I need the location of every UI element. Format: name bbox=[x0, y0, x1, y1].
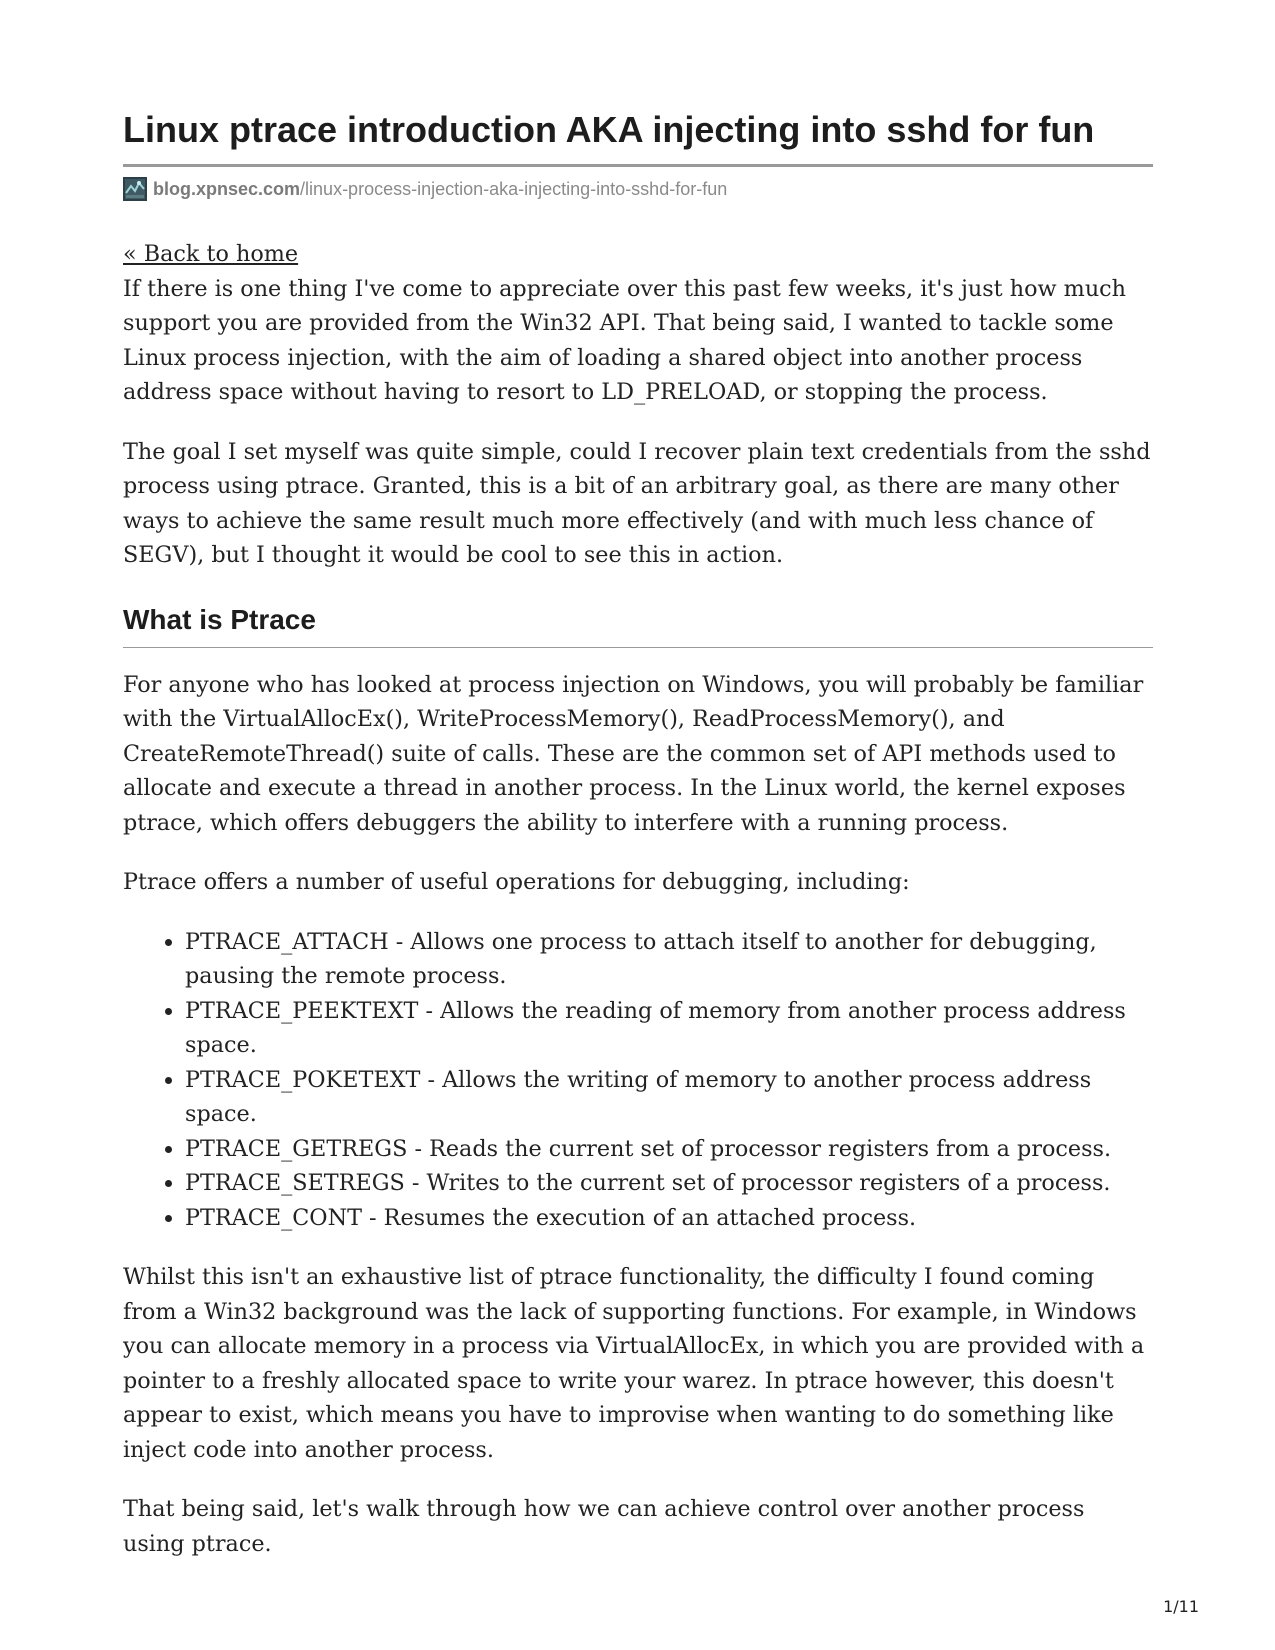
source-line bbox=[123, 177, 1153, 201]
list-item: • PTRACE_POKETEXT - Allows the writing of memory to another process address space. bbox=[185, 1063, 1153, 1132]
closing-paragraph-1: Whilst this isn't an exhaustive list of ptrace functionality, the difficulty I found coming from a Win32 background was the lack of supporting functions. For example, in Windows you can allocate memory in a process via VirtualAllocEx, in which you are provided with a pointer to a freshly allocated space to write your warez. In ptrace however, this doesn't appear to exist, which means you have to improvise when wanting to do something like inject code into another process. bbox=[123, 1264, 1145, 1463]
site-favicon-icon bbox=[123, 177, 147, 201]
source-domain: blog.xpnsec.com bbox=[153, 178, 301, 199]
page-number: 1/11 bbox=[1163, 1597, 1199, 1616]
list-item: • PTRACE_SETREGS - Writes to the current set of processor registers of a process. bbox=[185, 1166, 1153, 1201]
intro-paragraph-2: The goal I set myself was quite simple, could I recover plain text credentials from the sshd process using ptrace. Granted, this is a bit of an arbitrary goal, as there are many other ways to achieve the same result much more effectively (and with much less chance of SEGV), but I thought it would be cool to see this in action. bbox=[123, 438, 1151, 568]
section-paragraph-1: For anyone who has looked at process injection on Windows, you will probably be familiar with the VirtualAllocEx(), WriteProcessMemory(), ReadProcessMemory(), and CreateRemoteThread() suite of calls. These are the common set of API methods used to allocate and execute a thread in another process. In the Linux world, the kernel exposes ptrace, which offers debuggers the ability to interfere with a running process. bbox=[123, 671, 1144, 836]
source-link[interactable] bbox=[153, 179, 727, 200]
closing-paragraph-2: That being said, let's walk through how we can achieve control over another process using ptrace. bbox=[123, 1496, 1085, 1557]
intro-paragraph-1: If there is one thing I've come to appreciate over this past few weeks, it's just how much support you are provided from the Win32 API. That being said, I wanted to tackle some Linux process injection, with the aim of loading a shared object into another process address space without having to resort to LD_PRELOAD, or stopping the process. bbox=[123, 275, 1127, 405]
source-path: /linux-process-injection-aka-injecting-into-sshd-for-fun bbox=[300, 178, 728, 199]
section-paragraph-2: Ptrace offers a number of useful operations for debugging, including: bbox=[123, 869, 910, 895]
list-item: • PTRACE_CONT - Resumes the execution of an attached process. bbox=[185, 1201, 1153, 1236]
list-item: • PTRACE_GETREGS - Reads the current set of processor registers from a process. bbox=[185, 1132, 1153, 1167]
article-title: Linux ptrace introduction AKA injecting into sshd for fun bbox=[123, 108, 1153, 167]
back-to-home-link[interactable]: « Back to home bbox=[123, 241, 299, 267]
article-page bbox=[123, 108, 1153, 1586]
section-heading: What is Ptrace bbox=[123, 603, 1153, 648]
list-item: • PTRACE_ATTACH - Allows one process to attach itself to another for debugging, pausing the remote process. bbox=[185, 925, 1153, 994]
list-item: • PTRACE_PEEKTEXT - Allows the reading of memory from another process address space. bbox=[185, 994, 1153, 1063]
ptrace-operations-list bbox=[123, 925, 1153, 1236]
article-body bbox=[123, 237, 1153, 1561]
